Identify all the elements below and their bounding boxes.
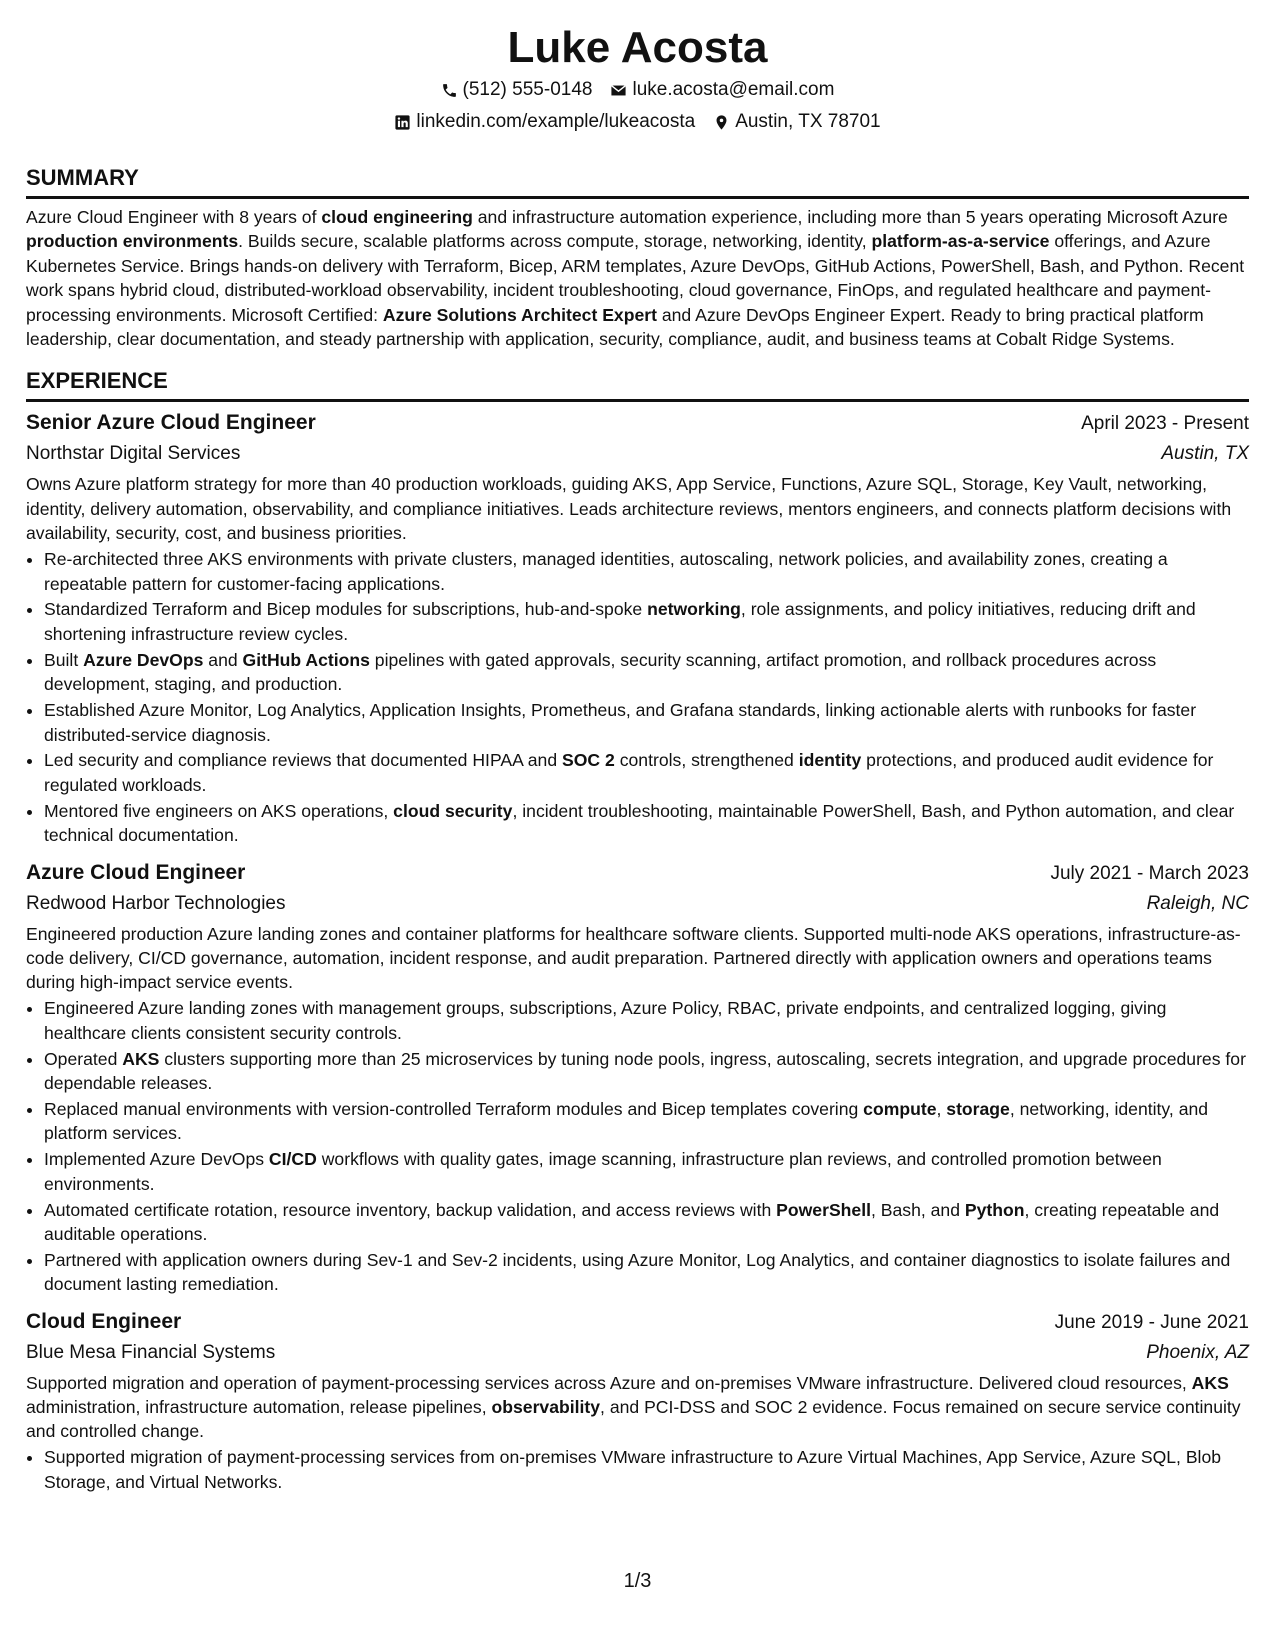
bullet-item: • Standardized Terraform and Bicep modules for subscriptions, hub-and-spoke networking, role assignments, and policy initiatives, reducing drift and shortening infrastructure review cycles. — [44, 597, 1249, 646]
job-description: Supported migration and operation of payment-processing services across Azure and on-premises VMware infrastructure. Delivered cloud resources, AKS administration, infrastructure automation, release pipelines, observability, and PCI-DSS and SOC 2 evidence. Focus remained on secure service continuity and controlled change. — [26, 1372, 1241, 1442]
bullet-item: • Automated certificate rotation, resource inventory, backup validation, and access reviews with PowerShell, Bash, and Python, creating repeatable and auditable operations. — [44, 1198, 1249, 1247]
job-company: Northstar Digital Services — [26, 443, 241, 465]
summary-heading: SUMMARY — [26, 164, 1249, 199]
job-dates: June 2019 - June 2021 — [1054, 1311, 1249, 1333]
job-company: Redwood Harbor Technologies — [26, 892, 286, 914]
phone-icon — [441, 82, 458, 99]
bullet-item: • Engineered Azure landing zones with management groups, subscriptions, Azure Policy, RBAC, private endpoints, and centralized logging, giving healthcare clients consistent security controls. — [44, 996, 1249, 1045]
bullet-item: • Supported migration of payment-processing services from on-premises VMware infrastructure to Azure Virtual Machines, App Service, Azure SQL, Blob Storage, and Virtual Networks. — [44, 1445, 1249, 1494]
job-entry — [26, 1307, 1249, 1495]
emphasis-text: Python — [964, 1199, 1025, 1220]
bullet-item: • Led security and compliance reviews that documented HIPAA and SOC 2 controls, strengthened identity protections, and produced audit evidence for regulated workloads. — [44, 748, 1249, 797]
emphasis-text: Azure Solutions Architect Expert — [382, 304, 657, 325]
linkedin-contact[interactable] — [394, 110, 695, 134]
job-subheader — [26, 439, 1249, 469]
job-description: Owns Azure platform strategy for more than 40 production workloads, guiding AKS, App Service, Functions, Azure SQL, Storage, Key Vault, networking, identity, delivery automation, observability, and compliance initiatives. Leads architecture reviews, mentors engineers, and connects platform decisions with availability, security, cost, and business priorities. — [26, 474, 1232, 544]
bullet-item: • Implemented Azure DevOps CI/CD workflows with quality gates, image scanning, infrastructure plan reviews, and controlled promotion between environments. — [44, 1147, 1249, 1196]
linkedin-icon — [394, 114, 411, 131]
location-text: Austin, TX 78701 — [735, 111, 881, 132]
map-pin-icon — [713, 114, 730, 131]
emphasis-text: GitHub Actions — [242, 649, 370, 670]
emphasis-text: networking — [647, 599, 741, 620]
email-contact[interactable] — [610, 78, 834, 102]
job-location: Austin, TX — [1161, 443, 1249, 465]
emphasis-text: identity — [798, 750, 862, 771]
emphasis-text: AKS — [122, 1048, 160, 1069]
job-entry — [26, 408, 1249, 847]
job-subheader — [26, 1338, 1249, 1368]
emphasis-text: CI/CD — [268, 1149, 317, 1170]
bullet-item: • Partnered with application owners during Sev-1 and Sev-2 incidents, using Azure Monitor, Log Analytics, and container diagnostics to isolate failures and document lasting remediation. — [44, 1248, 1249, 1297]
job-bullets — [26, 547, 1249, 847]
job-subheader — [26, 889, 1249, 919]
page-number: 1/3 — [623, 1570, 652, 1592]
candidate-name: Luke Acosta — [507, 23, 768, 72]
linkedin-text[interactable]: linkedin.com/example/lukeacosta — [416, 111, 696, 132]
email-text[interactable]: luke.acosta@email.com — [632, 79, 835, 100]
phone-text: (512) 555-0148 — [462, 79, 593, 100]
summary-text: Azure Cloud Engineer with 8 years of cloud engineering and infrastructure automation experience, including more than 5 years operating Microsoft Azure production environments. Builds secure, scalable platforms across compute, storage, networking, identity, platform-as-a-service offerings, and Azure Kubernetes Service. Brings hands-on delivery with Terraform, Bicep, ARM templates, Azure DevOps, GitHub Actions, PowerShell, Bash, and Python. Recent work spans hybrid cloud, distributed-workload observability, incident troubleshooting, cloud governance, FinOps, and regulated healthcare and payment-processing environments. Microsoft Certified: Azure Solutions Architect Expert and Azure DevOps Engineer Expert. Ready to bring practical platform leadership, clear documentation, and steady partnership with application, security, compliance, audit, and business teams at Cobalt Ridge Systems. — [26, 207, 1245, 350]
job-header — [26, 408, 1249, 439]
job-title: Cloud Engineer — [26, 1309, 182, 1333]
contact-row-1 — [26, 78, 1249, 102]
job-entry — [26, 858, 1249, 1297]
experience-heading: EXPERIENCE — [26, 367, 1249, 402]
job-location: Phoenix, AZ — [1146, 1341, 1249, 1363]
emphasis-text: compute — [863, 1098, 937, 1119]
bullet-item: • Re-architected three AKS environments with private clusters, managed identities, autoscaling, network policies, and availability zones, creating a repeatable pattern for customer-facing applications. — [44, 547, 1249, 596]
job-description: Engineered production Azure landing zones and container platforms for healthcare software clients. Supported multi-node AKS operations, infrastructure-as-code delivery, CI/CD governance, automation, incident response, and audit preparation. Partnered directly with application owners and operations teams during high-impact service events. — [26, 923, 1241, 993]
emphasis-text: SOC 2 — [562, 750, 615, 771]
bullet-item: • Established Azure Monitor, Log Analytics, Application Insights, Prometheus, and Grafana standards, linking actionable alerts with runbooks for faster distributed-service diagnosis. — [44, 698, 1249, 747]
job-bullets — [26, 996, 1249, 1296]
emphasis-text: Azure DevOps — [83, 649, 204, 670]
experience-list — [26, 408, 1249, 1494]
contact-row-2 — [26, 110, 1249, 134]
emphasis-text: platform-as-a-service — [871, 231, 1050, 252]
job-title: Azure Cloud Engineer — [26, 860, 246, 884]
bullet-item: • Replaced manual environments with version-controlled Terraform modules and Bicep templates covering compute, storage, networking, identity, and platform services. — [44, 1097, 1249, 1146]
bullet-item: • Built Azure DevOps and GitHub Actions pipelines with gated approvals, security scanning, artifact promotion, and rollback procedures across development, staging, and production. — [44, 648, 1249, 697]
job-location: Raleigh, NC — [1146, 892, 1249, 914]
job-header — [26, 858, 1249, 889]
job-dates: April 2023 - Present — [1081, 413, 1249, 435]
emphasis-text: storage — [946, 1098, 1010, 1119]
emphasis-text: PowerShell — [776, 1199, 871, 1220]
bullet-item: • Operated AKS clusters supporting more than 25 microservices by tuning node pools, ingress, autoscaling, secrets integration, and upgrade procedures for dependable releases. — [44, 1047, 1249, 1096]
emphasis-text: observability — [491, 1397, 601, 1418]
job-company: Blue Mesa Financial Systems — [26, 1341, 276, 1363]
phone-contact — [441, 78, 593, 102]
emphasis-text: production environments — [26, 231, 239, 252]
location-contact — [713, 110, 880, 134]
emphasis-text: cloud engineering — [321, 207, 473, 227]
envelope-icon — [610, 82, 627, 99]
bullet-item: • Mentored five engineers on AKS operations, cloud security, incident troubleshooting, maintainable PowerShell, Bash, and Python automation, and clear technical documentation. — [44, 799, 1249, 848]
job-header — [26, 1307, 1249, 1338]
job-bullets — [26, 1445, 1249, 1494]
emphasis-text: AKS — [1191, 1372, 1229, 1393]
emphasis-text: cloud security — [393, 800, 513, 821]
job-dates: July 2021 - March 2023 — [1050, 862, 1249, 884]
job-title: Senior Azure Cloud Engineer — [26, 411, 316, 435]
